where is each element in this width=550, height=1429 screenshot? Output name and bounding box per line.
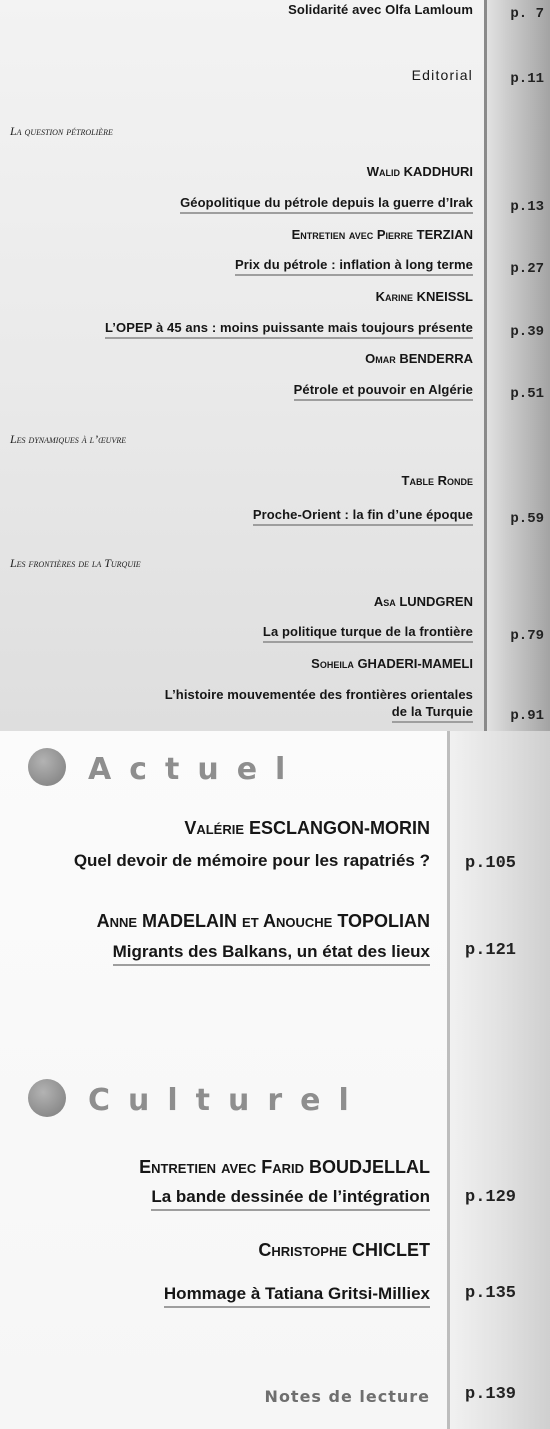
entry-esclangon-title: Quel devoir de mémoire pour les rapatriés ? (73, 851, 430, 870)
entry-chiclet-author: Christophe CHICLET (258, 1240, 430, 1260)
section-heading-turquie: Les frontières de la Turquie (10, 556, 141, 570)
entry-editorial-page: p.11 (510, 71, 544, 87)
bullet-dot-icon (28, 748, 66, 786)
entry-ghaderi-title-line2: de la Turquie (392, 704, 473, 723)
entry-solidarite-title: Solidarité avec Olfa Lamloum (288, 2, 473, 17)
entry-editorial-title: Editorial (411, 67, 473, 83)
entry-benderra-author: Omar BENDERRA (365, 351, 473, 366)
culturel-heading-text: Culturel (88, 1083, 367, 1118)
entry-esclangon-page: p.105 (465, 854, 517, 873)
bullet-dot-icon (28, 1079, 66, 1117)
entry-kaddhuri-title: Géopolitique du pétrole depuis la guerre d’Irak (180, 195, 473, 214)
entry-lundgren-page: p.79 (510, 628, 544, 644)
section-heading-petrole: La question pétrolière (10, 124, 113, 138)
entry-lundgren-title: La politique turque de la frontière (263, 624, 473, 643)
entry-table-ronde-page: p.59 (510, 511, 544, 527)
entry-madelain-title: Migrants des Balkans, un état des lieux (113, 942, 430, 966)
entry-kaddhuri-page: p.13 (510, 199, 544, 215)
entry-boudjellal-page: p.129 (465, 1188, 517, 1207)
page-number-band (447, 731, 550, 1429)
entry-table-ronde-author: Table Ronde (401, 473, 473, 488)
entry-kneissl-author: Karine KNEISSL (375, 289, 473, 304)
entry-chiclet-title: Hommage à Tatiana Gritsi-Milliex (164, 1284, 430, 1308)
section-heading-dynamiques: Les dynamiques à l’œuvre (10, 432, 127, 446)
entry-madelain-author: Anne MADELAIN et Anouche TOPOLIAN (96, 911, 430, 931)
entry-terzian-page: p.27 (510, 261, 544, 277)
entry-terzian-title: Prix du pétrole : inflation à long terme (235, 257, 473, 276)
entry-kneissl-page: p.39 (510, 324, 544, 340)
entry-benderra-page: p.51 (510, 386, 544, 402)
entry-table-ronde-title: Proche-Orient : la fin d’une époque (253, 507, 473, 526)
entry-madelain-page: p.121 (465, 941, 517, 960)
entry-ghaderi-author: Soheila GHADERI-MAMELI (311, 656, 473, 671)
entry-kneissl-title: L’OPEP à 45 ans : moins puissante mais toujours présente (105, 320, 473, 339)
contents-page-lower (0, 731, 550, 1429)
section-heading-culturel (28, 1079, 367, 1118)
entry-solidarite-page: p. 7 (510, 6, 544, 22)
entry-notes-page: p.139 (465, 1385, 517, 1404)
entry-boudjellal-title: La bande dessinée de l’intégration (151, 1187, 430, 1211)
entry-kaddhuri-author: Walid KADDHURI (366, 164, 473, 179)
actuel-heading-text: Actuel (88, 752, 304, 787)
entry-ghaderi-title-line1: L’histoire mouvementée des frontières orientales (164, 687, 473, 702)
entry-ghaderi-page: p.91 (510, 708, 544, 724)
entry-lundgren-author: Asa LUNDGREN (373, 594, 473, 609)
entry-esclangon-author: Valérie ESCLANGON-MORIN (184, 818, 430, 838)
entry-notes-title: Notes de lecture (264, 1387, 430, 1406)
page-number-band (484, 0, 550, 731)
section-heading-actuel (28, 748, 303, 787)
entry-chiclet-page: p.135 (465, 1284, 517, 1303)
entry-terzian-author: Entretien avec Pierre TERZIAN (291, 227, 473, 242)
entry-benderra-title: Pétrole et pouvoir en Algérie (294, 382, 473, 401)
entry-boudjellal-author: Entretien avec Farid BOUDJELLAL (139, 1157, 430, 1177)
